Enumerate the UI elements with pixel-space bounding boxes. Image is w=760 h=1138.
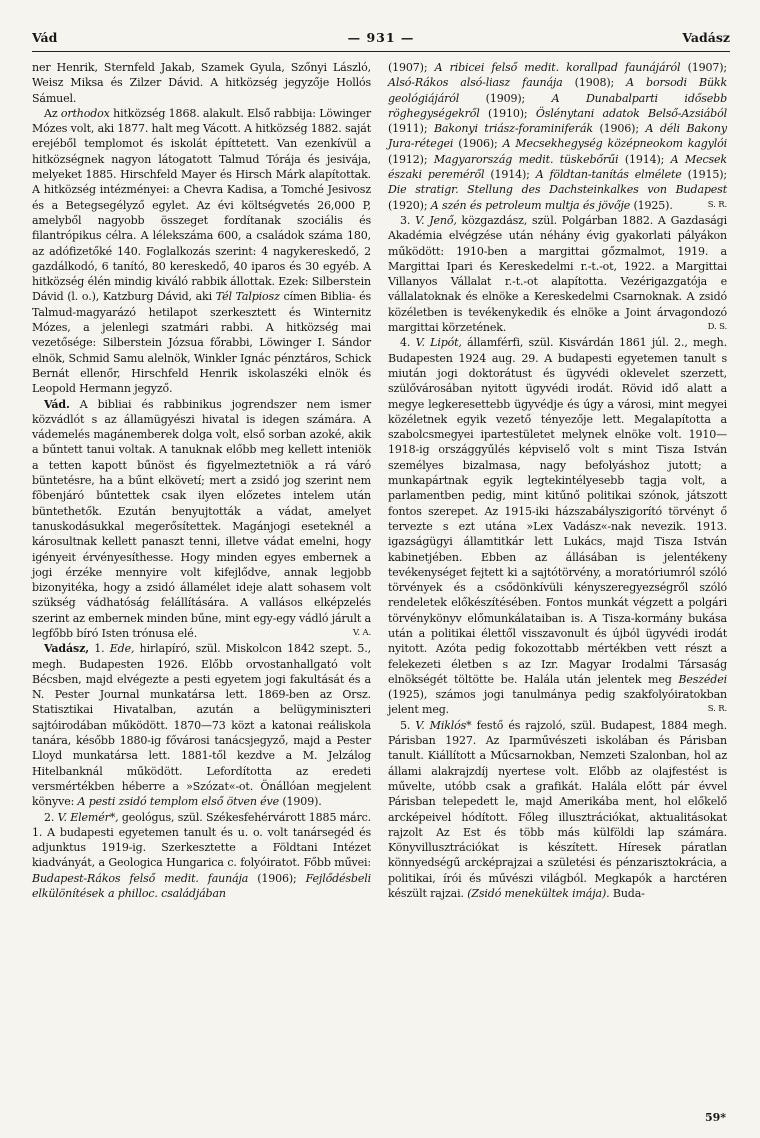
text-run: (1920); — [388, 198, 431, 212]
text-run: Az — [44, 106, 61, 120]
italic-title: A ribicei felső medit. korallpad faunájáról — [434, 61, 681, 74]
entry-vadasz-1 — [32, 641, 371, 809]
italic-title: Beszédei — [678, 672, 727, 686]
entry-vadasz-4 — [388, 335, 727, 717]
text-run: (1925), számos jogi tanulmánya pedig szakfolyóiratokban jelent meg. — [388, 688, 727, 717]
text-run: (1909). — [279, 795, 322, 809]
entry-headword: Vád. — [44, 397, 70, 411]
author-signature: S. R. — [707, 199, 727, 210]
entry-headword: Vadász, — [44, 642, 89, 656]
italic-title: A pesti zsidó templom első ötven éve — [77, 795, 280, 809]
sub-entry-number: 2. — [44, 810, 58, 824]
italic-title: A Mecsek északi pereméről — [388, 152, 727, 182]
entry-vadasz-2 — [32, 810, 371, 902]
entry-text: festő és rajzoló, szül. Budapest, 1884 megh. Párisban 1927. Az Iparművészeti iskolában és Párisban tanult. Kiállított a Műcsarnokban, Nemzeti Szalonban, hol az állami alakrajzdíj nyertese volt. Előbb az olajfestést is művelte, utóbb csak a grafikát. Halála előtt pár évvel Párisban telepedett le, majd Amerikába ment, hol előkelő arcképeivel hódított. Főleg illusztrációkat, aktualitásokat rajzolt Az Est és több más külföldi lap számára. Könyvillusztrációkat is készített. Híresek páratlan könnyedségű arcképrajzai a születési és pénzarisztokrácia, a politikai, írói és művészi világból. Megkapók a harctéren készült rajzai. — [388, 718, 727, 901]
text-run: (1909); — [459, 91, 552, 105]
italic-title: Fejlődésbeli elkülönítések a philloc. családjában — [32, 871, 371, 901]
sub-entry-name: Ede, — [109, 642, 135, 656]
entry-text: A bibliai és rabbinikus jogrendszer nem ismer közvádlót s az államügyészi hivatal is idegen számára. A vádemelés magánemberek dolga volt, első sorban azoké, akik a bűntett tanui voltak. A tanuknak előbb meg kellett inteniök a tetten kapott bűnöst és figyelmeztetniök a rá váró büntetésre, ha a bűnt elkövetí; mert a zsidó jog szerint nem fõbenjáró bűntettek csak ilyen előzetes intelem után büntethetők. Ezután benyujtották a vádat, amelyet tanuskodásukkal megerősítettek. Magánjogi eseteknél a károsultnak kellett panaszt tenni, illetve vádat emelni, hogy igényeit érvényesíthesse. Hogy minden egyes embernek a jogi érzéke mennyire volt kifejlődve, annak legjobb bizonyitéka, hogy a zsidó államélet ideje alatt sohasem volt szükség vádhatóság felállítására. A vallásos elképzelés szerint az embernek minden bűne, mint egy-egy vádló járult a legfőbb bíró Isten trónusa elé. — [32, 397, 371, 640]
entry-text: államférfi, szül. Kisvárdán 1861 júl. 2., megh. Budapesten 1924 aug. 29. A budapesti egyetemen tanult s miután jogi doktorátust és ügyvédi oklevelet szerzett, szülővárosában nyitott ügyvédi irodát. Rövid idő alatt a megye legkeresettebb ügyvédje és úgy a városi, mint megyei közéletnek egyik vezető tényezője lett. Megalapította a szabolcsmegyei ipartestületet melynek elnöke volt. 1910—1918-ig országgyűlés képviselő volt s mint Tisza István személyes bizalmasa, nagy befolyáshoz jutott; a munkapártnak egyik legtekintélyesebb tagja volt, a parlamentben pedig, mint kitűnő politikai szónok, játszott fontos szerepet. Az 1915-iki házszabályszigorító törvényt ő tervezte s ezt utána »Lex Vadász«-nak nevezik. 1913. igazságügyi államtitkár lett Lukács, majd Tisza István kabinetjében. Ebben az állásában is jelentékeny tevékenységet fejtett ki a sajtótörvény, a moratóriumról szóló törvények és a csődönkívüli kényszeregyezségről szóló rendeletek előkészítésében. Fontos munkát végzett a polgári törvénykönyv előmunkálataiban is. A Tisza-kormány bukása után a politikai élettől visszavonult és újból ügyvédi irodát nyitott. Azóta pedig fokozottabb mértékben vett részt a felekezeti életben s az Izr. Magyar Irodalmi Társaság elnökségét töltötte be. Halála után jelentek meg — [388, 336, 728, 686]
text-run: (1914); — [484, 168, 536, 182]
text-run: hitközség 1868. alakult. Első rabbija: Löwinger Mózes volt, aki 1877. halt meg Vácott. A hitközség 1882. saját erejéből templomot és iskolát építtetett. Van ezenkívül a hitközségnek nagyon látogatott Talmud Tórája és jesivája, melyeket 1885. Hirschfeld Mayer és Hirsch Márk alapítottak. A hitközség intézményei: a Chevra Kadisa, a Tomché Jesivosz és a Betegsegélyző egylet. Az évi költségvetés 26,000 P, amelyből nagyobb összeget fordítanak szociális és filantrópikus célra. A lélekszáma 600, a családok száma 180, az adófizetőké 140. Foglalkozás szerint: 4 nagykereskedő, 2 gazdálkodó, 6 tanító, 80 kereskedő, 40 iparos és 30 egyéb. A hitközség élén mindig kiváló rabbik állottak. Ezek: Silberstein Dávid (l. o.), Katzburg Dávid, aki — [32, 106, 372, 304]
text-run: (1908); — [562, 76, 627, 90]
italic-title: A borsodi Bükk geológiájáról — [388, 76, 727, 105]
italic-title: A szén és petroleum multja és jövője — [430, 198, 631, 212]
left-column — [32, 60, 371, 901]
italic-title: Tél Talpiosz — [215, 290, 280, 304]
paragraph-orthodox — [32, 106, 371, 397]
entry-text: hirlapíró, szül. Miskolcon 1842 szept. 5., megh. Budapesten 1926. Előbb orvostanhallgató volt Bécsben, majd elvégezte a pesti egyetem jogi fakultását és a N. Pester Journal munkatársa lett. 1869-ben az Orsz. Statisztikai Hivatalban, azután a belügyminiszteri sajtóirodában működött. 1870—73 közt a katonai reáliskola tanára, később 1880-ig fővárosi tanácsjegyző, majd a Pester Lloyd munkatársa lett. 1881-től kezdve a M. Jelzálog Hitelbanknál működött. Lefordította az eredeti versmértékben héberre a »Szózat«-ot. Önállóan megjelent könyve: — [32, 642, 371, 809]
text-run: (1915); — [681, 168, 727, 182]
italic-title: Magyarország medit. tüskebőrűi — [433, 152, 619, 166]
author-signature: V. A. — [352, 627, 371, 638]
text-run: (1910); — [479, 106, 536, 120]
text-run: (1906); — [592, 122, 646, 136]
sub-entry-number: 5. — [400, 718, 416, 732]
italic-title: Bakonyi triász-foraminiferák — [433, 122, 593, 136]
text-run: (1912); — [388, 152, 434, 166]
italic-title: (Zsidó menekültek imája). — [467, 887, 610, 901]
italic-title: A Mecsekhegység középneokom kagylói — [502, 137, 727, 151]
entry-vadasz-3 — [388, 213, 727, 335]
italic-term: orthodox — [60, 106, 110, 120]
text-run: (1906); — [248, 871, 306, 885]
header-rule — [32, 51, 730, 52]
text-run: (1907); — [388, 61, 435, 74]
sub-entry-name: V. Miklós* — [415, 718, 472, 732]
entry-vad — [32, 397, 371, 642]
sub-entry-name: V. Lipót, — [415, 336, 462, 350]
entry-vadasz-5 — [388, 718, 727, 902]
page-number: — 931 — — [347, 30, 415, 45]
italic-title: A déli Bakony Jura-rétegei — [388, 122, 727, 151]
header-right-keyword: Vadász — [682, 30, 730, 45]
running-header — [32, 28, 730, 48]
right-column — [388, 60, 727, 901]
sub-entry-number: 1. — [88, 642, 110, 656]
printer-signature-mark: 59* — [704, 1111, 726, 1124]
author-signature: S. R. — [707, 704, 727, 715]
italic-title: Öslénytani adatok Belső-Azsiából — [535, 106, 727, 120]
entry-text: geológus, szül. Székesfehérvárott 1885 márc. 1. A budapesti egyetemen tanult és u. o. volt tanársegéd és adjunktus 1919-ig. Szerkesztette a Földtani Intézet kiadványát, a Geologica Hungarica c. folyóiratot. Főbb művei: — [32, 810, 371, 870]
entry-vadasz-2-works — [388, 60, 727, 213]
paragraph-hitkozseg-members: ner Henrik, Sternfeld Jakab, Szamek Gyula, Szőnyi László, Weisz Miksa és Zilzer Dávid. A hitközség jegyzője Hollós Sámuel. — [32, 61, 371, 105]
italic-title: A földtan-tanítás elmélete — [535, 168, 682, 182]
text-run: (1914); — [618, 152, 671, 166]
sub-entry-number: 3. — [400, 213, 416, 227]
text-run: címen Biblia- és Talmud-magyarázó hetilapot szerkesztett és Winternitz Mózes, a jelenlegi szatmári rabbi. A hitközség mai vezetősége: Silberstein Józsua főrabbi, Löwinger I. Sándor elnök, Schmid Samu alelnök, Winkler Ignác pénztáros, Schick Bernát ellenőr, Hirschfeld Henrik iskolaszéki elnök és Leopold Hermann jegyző. — [32, 290, 371, 396]
text-run: (1907); — [680, 61, 727, 74]
sub-entry-name: V. Jenő, — [415, 213, 457, 227]
italic-title: Die stratigr. Stellung des Dachsteinkalkes von Budapest — [388, 183, 727, 197]
text-run: (1925). — [630, 198, 673, 212]
text-run: (1906); — [453, 137, 503, 151]
text-run: Buda- — [609, 887, 645, 901]
sub-entry-number: 4. — [400, 336, 416, 350]
italic-title: A Dunabalparti idősebb röghegységekről — [388, 91, 727, 120]
italic-title: Budapest-Rákos felső medit. faunája — [32, 871, 249, 885]
entry-text: közgazdász, szül. Polgárban 1882. A Gazdasági Akadémia elvégzése után néhány évig gyakorlati pályákon működött: 1910-ben a margittai gőzmalmot, 1919. a Margittai Ipari és Kereskedelmi r.-t.-ot, 1922. a Margittai Villanyos Vállalat r.-t.-ot alapította. Vezérigazgatója e vállalatoknak és elnöke a Kereskedelmi Csarnoknak. A zsidó közéletben is tevékenykedik és elnöke a Joint árvagondozó margittai körzetének. — [388, 213, 727, 335]
sub-entry-name: V. Elemér*, — [57, 810, 119, 824]
author-signature: D. S. — [707, 322, 727, 333]
text-run: (1911); — [388, 122, 434, 136]
italic-title: Alsó-Rákos alsó-liasz faunája — [388, 76, 563, 90]
header-left-keyword: Vád — [32, 30, 58, 45]
